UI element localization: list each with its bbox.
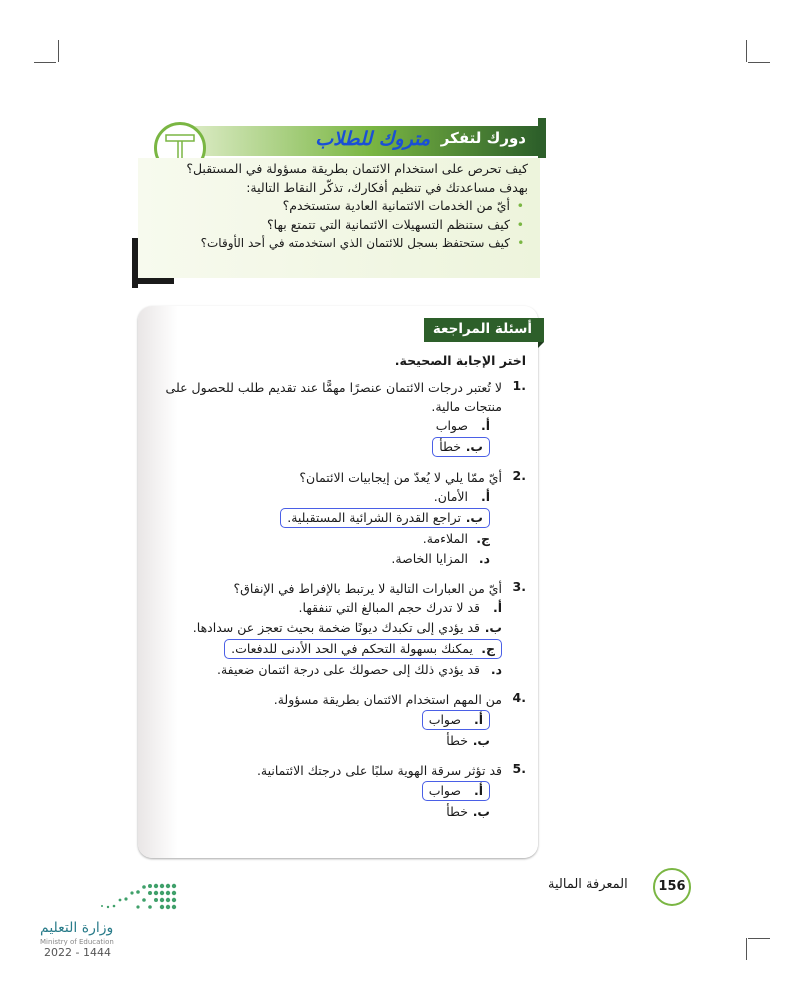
think-body	[138, 158, 540, 278]
option[interactable]: ب.قد يؤدي إلى تكبدك ديونًا ضخمة بحيث تعجز عن سدادها.	[192, 620, 502, 635]
selected-option[interactable]: ب.تراجع القدرة الشرائية المستقبلية.	[280, 508, 490, 528]
think-title: متروك للطلاب	[315, 128, 430, 150]
question-number: .5	[512, 761, 526, 776]
question-number: .2	[512, 468, 526, 483]
crop-mark	[58, 40, 59, 62]
review-panel	[138, 306, 538, 858]
page-number: 156	[653, 868, 691, 906]
question-number: .3	[512, 579, 526, 594]
list-item: • كيف ستحتفظ بسجل للائتمان الذي استخدمته في أحد الأوقات؟	[144, 234, 510, 253]
question-stem: من المهم استخدام الائتمان بطريقة مسؤولة.	[273, 692, 502, 707]
crop-mark	[34, 62, 56, 63]
selected-option[interactable]: أ.صواب	[422, 710, 490, 730]
question-stem: لا تُعتبر درجات الائتمان عنصرًا مهمًّا عند تقديم طلب للحصول على منتجات مالية.	[165, 380, 502, 414]
think-box	[134, 118, 540, 286]
question-number: .4	[512, 690, 526, 705]
edition-year: 2022 - 1444	[44, 946, 111, 959]
question	[146, 761, 526, 822]
list-item: • أيّ من الخدمات الائتمانية العادية ستستخدم؟	[144, 197, 510, 216]
crop-mark	[746, 40, 747, 62]
think-intro: بهدف مساعدتك في تنظيم أفكارك، تذكّر النقاط التالية:	[246, 179, 528, 195]
ministry-logo	[32, 880, 192, 960]
ministry-name-en: Ministry of Education	[40, 938, 114, 946]
option[interactable]: د.قد يؤدي ذلك إلى حصولك على درجة ائتمان ضعيفة.	[217, 662, 502, 677]
options	[146, 709, 490, 751]
review-header	[424, 318, 544, 342]
question-stem: أيّ ممّا يلي لا يُعدّ من إيجابيات الائتمان؟	[299, 470, 502, 485]
question-stem: قد تؤثر سرقة الهوية سلبًا على درجتك الائتمانية.	[256, 763, 502, 778]
options	[146, 780, 490, 822]
question	[146, 579, 526, 680]
think-label: دورك لتفكر	[440, 129, 526, 147]
options	[146, 598, 502, 680]
logo-dots-icon	[92, 880, 182, 916]
option[interactable]: أ.الأمان.	[433, 489, 490, 504]
question-stem: أيّ من العبارات التالية لا يرتبط بالإفراط في الإنفاق؟	[233, 581, 502, 596]
option[interactable]: د.المزايا الخاصة.	[391, 551, 490, 566]
option[interactable]: ج.الملاءمة.	[422, 531, 490, 546]
accent-bar	[132, 278, 174, 284]
question	[146, 468, 526, 569]
crop-mark	[748, 62, 770, 63]
selected-option[interactable]: ج.يمكنك بسهولة التحكم في الحد الأدنى للدفعات.	[224, 639, 502, 659]
option[interactable]: ب.خطأ	[446, 733, 490, 748]
review-content	[146, 352, 526, 832]
option[interactable]: أ.قد لا تدرك حجم المبالغ التي تنفقها.	[298, 600, 502, 615]
subject-title: المعرفة المالية	[548, 877, 628, 892]
options	[146, 416, 490, 458]
question	[146, 378, 526, 458]
instruction: اختر الإجابة الصحيحة.	[394, 353, 526, 368]
question-number: .1	[512, 378, 526, 393]
option[interactable]: أ.صواب	[435, 418, 490, 433]
crop-mark	[746, 938, 747, 960]
think-banner	[164, 126, 540, 156]
think-intro: كيف تحرص على استخدام الائتمان بطريقة مسؤولة في المستقبل؟	[186, 161, 528, 176]
list-item: • كيف ستنظم التسهيلات الائتمانية التي تتمتع بها؟	[144, 216, 510, 235]
think-bullet-list	[144, 197, 528, 253]
options	[146, 487, 490, 569]
selected-option[interactable]: أ.صواب	[422, 781, 490, 801]
review-title: أسئلة المراجعة	[432, 321, 532, 337]
option[interactable]: ب.خطأ	[446, 804, 490, 819]
question	[146, 690, 526, 751]
ministry-name-ar: وزارة التعليم	[40, 920, 114, 936]
selected-option[interactable]: ب.خطأ	[432, 437, 490, 457]
crop-mark	[748, 938, 770, 939]
